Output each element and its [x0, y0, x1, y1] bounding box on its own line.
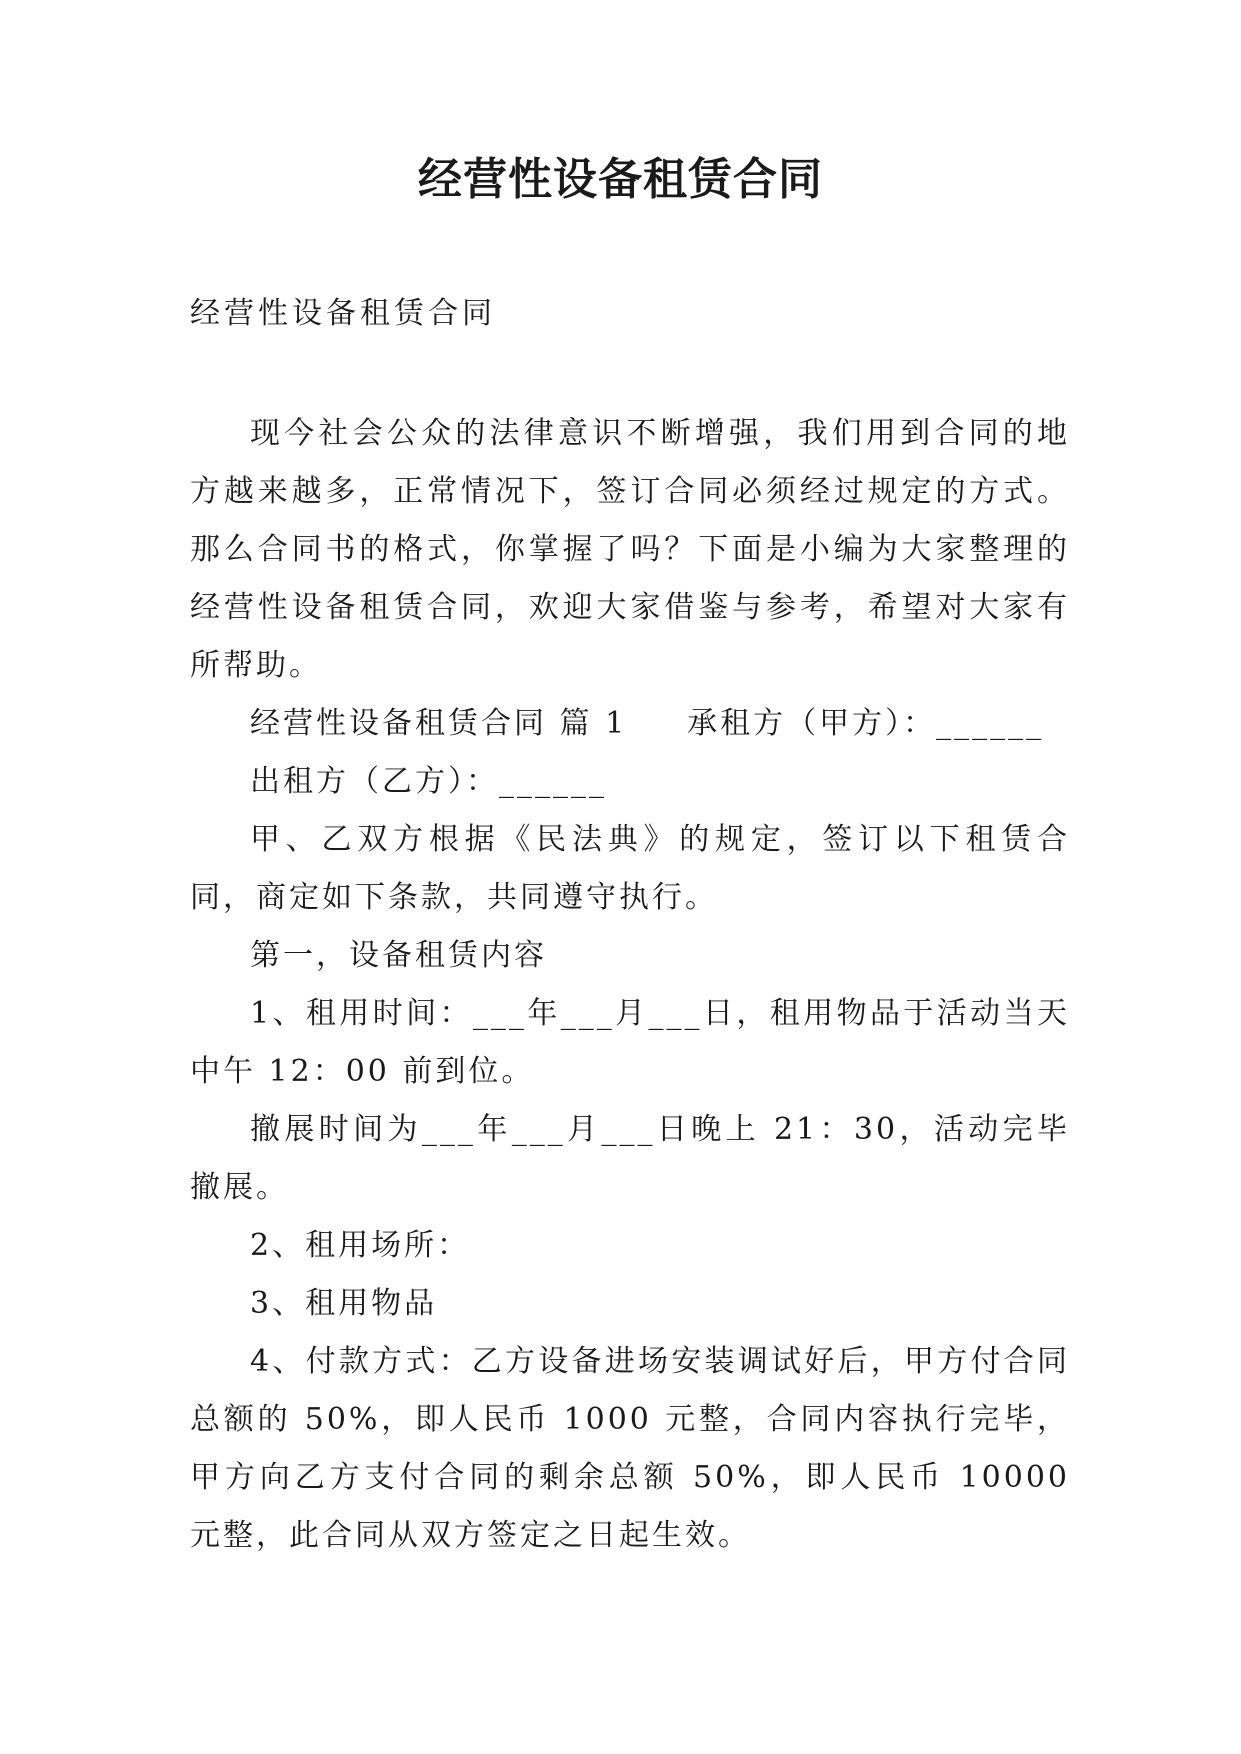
document-subtitle: 经营性设备租赁合同 [190, 296, 496, 331]
section-heading-line [190, 695, 1070, 753]
document-body [190, 405, 1070, 1565]
clause-rental-time: 1、租用时间：___年___月___日，租用物品于活动当天中午 12：00 前到位。 [190, 996, 1070, 1089]
document-title: 经营性设备租赁合同 [418, 154, 823, 205]
intro-paragraph: 现今社会公众的法律意识不断增强，我们用到合同的地方越来越多，正常情况下，签订合同必须经过规定的方式。那么合同书的格式，你掌握了吗？下面是小编为大家整理的经营性设备租赁合同，欢迎大家借鉴与参考，希望对大家有所帮助。 [190, 416, 1070, 683]
clause-heading: 第一，设备租赁内容 [250, 938, 547, 973]
clause-removal-time: 撤展时间为___年___月___日晚上 21：30，活动完毕撤展。 [190, 1112, 1070, 1205]
clause-rental-items: 3、租用物品 [250, 1286, 438, 1321]
lessor-line: 出租方（乙方）：______ [250, 764, 607, 799]
clause-rental-venue: 2、租用场所： [250, 1228, 471, 1263]
section-heading: 经营性设备租赁合同 篇 1 [250, 706, 628, 741]
agreement-paragraph: 甲、乙双方根据《民法典》的规定，签订以下租赁合同，商定如下条款，共同遵守执行。 [190, 822, 1070, 915]
lessee-line: 承租方（甲方）：______ [687, 706, 1045, 741]
clause-payment: 4、付款方式：乙方设备进场安装调试好后，甲方付合同总额的 50%，即人民币 1000 元整，合同内容执行完毕，甲方向乙方支付合同的剩余总额 50%，即人民币 10000 元整，此合同从双方签定之日起生效。 [190, 1344, 1070, 1553]
